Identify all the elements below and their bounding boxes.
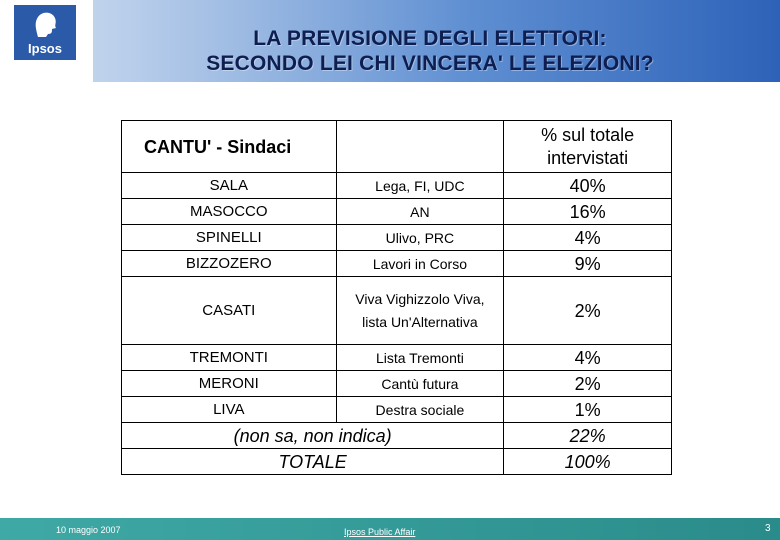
undecided-row <box>122 423 672 449</box>
title-line-1: LA PREVISIONE DEGLI ELETTORI: <box>253 27 607 50</box>
footer-date: 10 maggio 2007 <box>56 525 121 535</box>
table-row <box>122 251 672 277</box>
candidate-name: SPINELLI <box>122 225 337 251</box>
candidate-pct: 4% <box>504 225 672 251</box>
candidate-party: Ulivo, PRC <box>336 225 504 251</box>
table-row <box>122 225 672 251</box>
total-row <box>122 449 672 475</box>
table-header-row <box>122 121 672 173</box>
candidate-party: Lega, FI, UDC <box>336 173 504 199</box>
header-party-cell <box>336 121 504 173</box>
results-table <box>121 120 672 475</box>
candidate-name: SALA <box>122 173 337 199</box>
table-row <box>122 371 672 397</box>
candidate-name: CASATI <box>122 277 337 345</box>
candidate-name: MASOCCO <box>122 199 337 225</box>
table-row <box>122 397 672 423</box>
table-row <box>122 199 672 225</box>
header-pct-cell: % sul totale intervistati <box>504 121 672 173</box>
table-row <box>122 277 672 345</box>
candidate-pct: 9% <box>504 251 672 277</box>
logo-panel <box>0 0 93 82</box>
candidate-party: AN <box>336 199 504 225</box>
footer-bar <box>0 518 780 540</box>
candidate-name: TREMONTI <box>122 345 337 371</box>
header-name-cell: CANTU' - Sindaci <box>122 121 337 173</box>
table-row <box>122 345 672 371</box>
undecided-label: (non sa, non indica) <box>122 423 504 449</box>
page-title <box>110 26 750 76</box>
candidate-name: LIVA <box>122 397 337 423</box>
table-row <box>122 173 672 199</box>
ipsos-logo <box>14 5 76 60</box>
candidate-party <box>336 277 504 345</box>
candidate-pct: 1% <box>504 397 672 423</box>
candidate-pct: 4% <box>504 345 672 371</box>
candidate-pct: 2% <box>504 277 672 345</box>
title-line-2: SECONDO LEI CHI VINCERA' LE ELEZIONI? <box>206 52 654 75</box>
total-label: TOTALE <box>122 449 504 475</box>
candidate-party: Lista Tremonti <box>336 345 504 371</box>
undecided-pct: 22% <box>504 423 672 449</box>
candidate-name: MERONI <box>122 371 337 397</box>
total-pct: 100% <box>504 449 672 475</box>
header-banner <box>0 0 780 82</box>
candidate-name: BIZZOZERO <box>122 251 337 277</box>
candidate-pct: 40% <box>504 173 672 199</box>
candidate-party: Destra sociale <box>336 397 504 423</box>
logo-text: Ipsos <box>28 41 62 56</box>
candidate-pct: 16% <box>504 199 672 225</box>
candidate-party: Lavori in Corso <box>336 251 504 277</box>
page-number: 3 <box>765 523 771 534</box>
footer-brand-link[interactable]: Ipsos Public Affair <box>344 527 416 537</box>
candidate-party-line-1: Viva Vighizzolo Viva, <box>355 290 485 307</box>
candidate-party: Cantù futura <box>336 371 504 397</box>
candidate-party-line-2: lista Un'Alternativa <box>362 313 478 330</box>
head-silhouette-icon <box>30 9 60 39</box>
candidate-pct: 2% <box>504 371 672 397</box>
